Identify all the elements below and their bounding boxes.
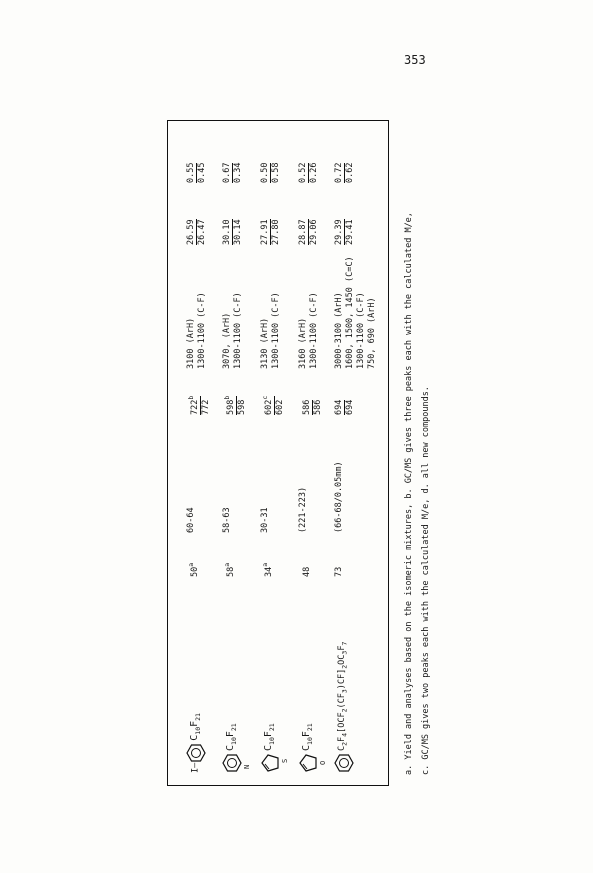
ir-cell: 3160 (ArH) 1300-1100 (C-F) [298,292,319,369]
pyridine-ring-icon [222,753,242,773]
compound-cell [186,713,206,773]
formula: $C_2F_4[OCF_2(CF_3)CF]_2OC_3F_7$ [337,641,349,751]
yield-cell: 48 [301,566,312,577]
formula: $C_{10}F_{21}$ [300,723,314,751]
ir-cell: 3100 (ArH) 1300-1100 (C-F) [186,292,207,369]
compound-cell [298,723,327,773]
carbon-analysis-cell: 27.91 27.80 [260,219,281,245]
mass-cell: 586 586 [298,400,324,415]
hydrogen-analysis-cell: 0.67 0.34 [222,162,243,183]
mass-cell: 598$^b$ 598 [223,395,247,415]
iodo-prefix: I— [190,762,201,773]
formula: $C_{10}F_{21}$ [262,723,276,751]
compound-cell [260,723,289,773]
table-row [222,115,258,775]
table-row [298,115,334,775]
hydrogen-analysis-cell: 0.52 0.26 [298,162,319,183]
formula: $C_{10}F_{21}$ [188,713,202,741]
page-number: 353 [404,53,426,67]
yield-cell: 34$^a$ [261,562,274,577]
compound-cell [222,723,251,773]
yield-cell: 73 [334,566,344,577]
carbon-analysis-cell: 26.59 26.47 [186,219,207,245]
hydrogen-analysis-cell: 0.72 0.62 [334,162,355,183]
bp-cell: 60-64 [186,507,196,533]
bp-cell: 30-31 [260,507,270,533]
formula: $C_{10}F_{21}$ [224,723,238,751]
ring-heteroatom-label: S [281,758,289,763]
thiophene-ring-icon [260,753,280,773]
bp-cell: (66-68/0.05mm) [334,461,344,533]
rotated-table [176,115,431,775]
hydrogen-analysis-cell: 0.50 0.58 [260,162,281,183]
ir-cell: 3130 (ArH) 1300-1100 (C-F) [260,292,281,369]
compound-cell [334,642,354,773]
mass-cell: 694 694 [334,399,355,415]
hydrogen-analysis-cell: 0.55 0.45 [186,162,207,183]
table-row [334,115,377,775]
table-row [186,115,222,775]
benzene-ring-icon [186,743,206,763]
yield-cell: 50$^a$ [187,562,200,577]
furan-ring-icon [298,753,318,773]
footnote: c. GC/MS gives two peaks each with the calculated M/e, d. all new compounds. [421,386,431,775]
mass-cell: 722$^b$ 772 [187,395,211,415]
carbon-analysis-cell: 30.10 30.14 [222,219,243,245]
carbon-analysis-cell: 28.87 29.06 [298,219,319,245]
bp-cell: 58-63 [222,507,232,533]
footnote: a. Yield and analyses based on the isomeric mixtures, b. GC/MS gives three peaks each with the calculated M/e, [404,212,414,775]
carbon-analysis-cell: 29.39 29.41 [334,219,355,245]
benzene-ring-icon [334,753,354,773]
ir-cell: 3000-3100 (ArH) 1600, 1500, 1450 (C=C) 1300-1100 (C-F) 750, 690 (ArH) [334,256,377,369]
table-row [260,115,296,775]
ring-heteroatom-label: N [243,764,251,769]
mass-cell: 602$^c$ 602 [261,395,285,415]
ring-heteroatom-label: O [319,760,327,765]
yield-cell: 58$^a$ [223,562,236,577]
ir-cell: 3070, (ArH) 1300-1100 (C-F) [222,292,243,369]
bp-cell: (221-223) [298,486,308,533]
